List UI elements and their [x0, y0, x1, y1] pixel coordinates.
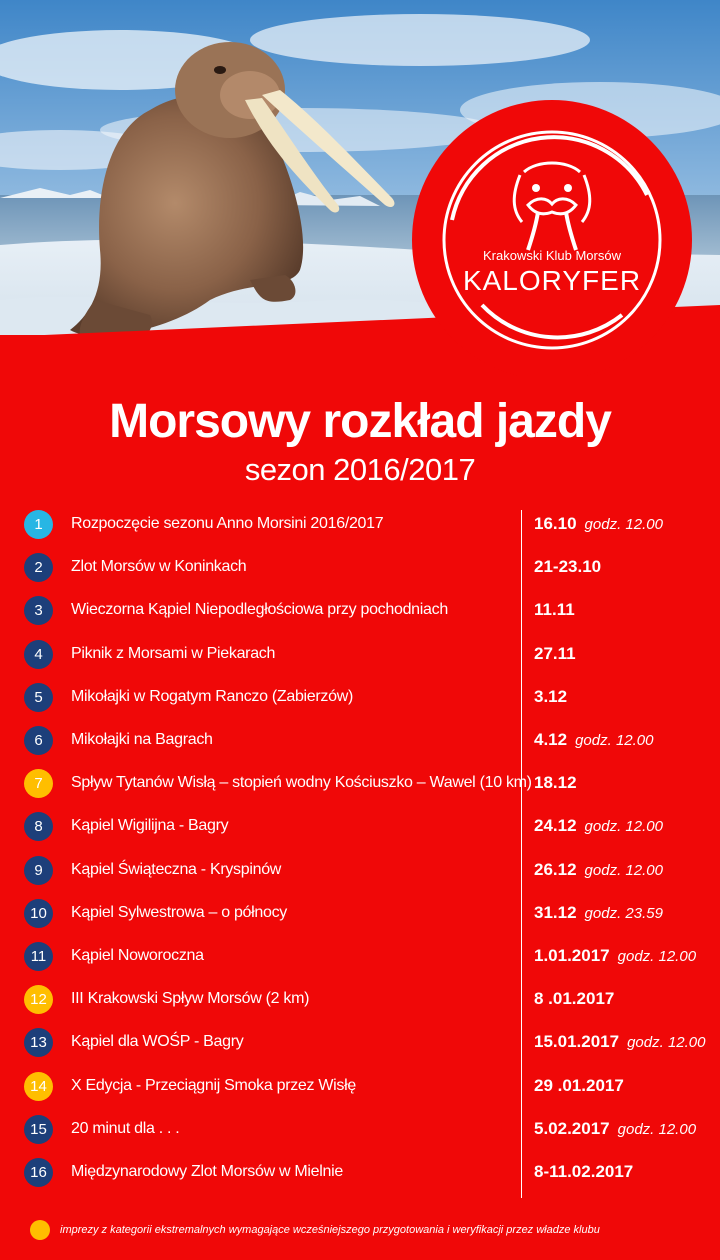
event-row [0, 545, 720, 588]
event-date: 8-11.02.2017 [534, 1162, 634, 1181]
event-time: godz. 23.59 [584, 904, 663, 922]
event-date: 24.12 [534, 816, 577, 836]
event-date: 1.01.2017 [534, 946, 610, 965]
footnote-text: imprezy z kategorii ekstremalnych wymagające wcześniejszego przygotowania i weryfikacji przez władze klubu [60, 1224, 600, 1236]
event-date-cell [534, 977, 614, 1021]
event-date: 27.11 [534, 643, 576, 663]
event-date: 31.12 [534, 902, 577, 922]
event-row [0, 804, 720, 847]
page-title: Morsowy rozkład jazdy [109, 395, 611, 448]
event-row [0, 1107, 720, 1150]
event-time: godz. 12.00 [627, 1034, 706, 1052]
event-name: Kąpiel Noworoczna [71, 947, 204, 964]
event-date-cell [534, 1150, 633, 1194]
event-date-cell [534, 1064, 624, 1108]
event-date: 26.12 [534, 859, 577, 879]
event-name: Spływ Tytanów Wisłą – stopień wodny Kościuszko – Wawel (10 km) [71, 774, 532, 792]
event-name: Mikołajki na Bagrach [71, 731, 213, 748]
event-time: godz. 12.00 [617, 948, 697, 965]
event-row [0, 502, 720, 545]
event-number-badge: 3 [24, 596, 53, 625]
legend-footnote [30, 1215, 710, 1245]
event-name: Wieczorna Kąpiel Niepodległościowa przy pochodniach [71, 601, 448, 619]
event-row [0, 632, 720, 675]
event-date-cell [534, 1107, 696, 1151]
event-date-cell [534, 804, 663, 848]
event-name: Kąpiel Świąteczna - Kryspinów [71, 860, 282, 878]
event-number-badge: 1 [24, 510, 53, 539]
event-date: 3.12 [534, 686, 568, 706]
event-row [0, 977, 720, 1020]
event-name: Mikołajki w Rogatym Ranczo (Zabierzów) [71, 687, 354, 705]
event-date: 8 .01.2017 [534, 989, 615, 1009]
logo-brand: KALORYFER [462, 265, 642, 296]
event-date-cell [534, 718, 654, 762]
event-number-badge: 6 [24, 726, 53, 755]
event-name: III Krakowski Spływ Morsów (2 km) [71, 990, 310, 1008]
event-name: X Edycja - Przeciągnij Smoka przez Wisłę [71, 1076, 356, 1094]
event-number-badge: 12 [24, 985, 53, 1014]
page-subtitle: sezon 2016/2017 [244, 452, 476, 487]
event-number-badge: 11 [24, 942, 53, 971]
event-time: godz. 12.00 [584, 516, 663, 533]
event-number-badge: 9 [24, 856, 53, 885]
event-name: Kąpiel Wigilijna - Bagry [71, 817, 229, 835]
event-date-cell [534, 675, 567, 719]
event-row [0, 675, 720, 718]
event-date-cell [534, 934, 696, 978]
event-number-badge: 10 [24, 899, 53, 928]
event-row [0, 891, 720, 934]
event-number-badge: 14 [24, 1072, 53, 1101]
event-name: Kąpiel dla WOŚP - Bagry [71, 1033, 244, 1051]
event-date-cell [534, 632, 576, 676]
event-date: 4.12 [534, 730, 568, 749]
event-row [0, 1020, 720, 1063]
event-time: godz. 12.00 [617, 1120, 697, 1138]
event-number-badge: 7 [24, 769, 53, 798]
event-number-badge: 5 [24, 683, 53, 712]
event-date-cell [534, 588, 575, 632]
event-date-cell [534, 1020, 706, 1064]
event-date: 15.01.2017 [534, 1032, 620, 1052]
event-number-badge: 4 [24, 640, 53, 669]
club-logo [412, 100, 692, 380]
event-number-badge: 15 [24, 1115, 53, 1144]
event-name: Rozpoczęcie sezonu Anno Morsini 2016/2017 [71, 515, 384, 532]
logo-club-name: Krakowski Klub Morsów [483, 248, 621, 263]
event-time: godz. 12.00 [584, 818, 663, 836]
event-row [0, 761, 720, 804]
event-date: 16.10 [534, 514, 577, 533]
event-number-badge: 8 [24, 812, 53, 841]
event-row [0, 934, 720, 977]
event-row [0, 1064, 720, 1107]
event-name: Kąpiel Sylwestrowa – o północy [71, 903, 288, 921]
event-date-cell [534, 545, 601, 589]
event-name: Piknik z Morsami w Piekarach [71, 644, 276, 662]
event-date-cell [534, 502, 663, 546]
event-time: godz. 12.00 [584, 861, 663, 879]
event-number-badge: 16 [24, 1158, 53, 1187]
event-name: Zlot Morsów w Koninkach [71, 558, 247, 576]
event-name: Międzynarodowy Zlot Morsów w Mielnie [71, 1163, 343, 1180]
event-date: 5.02.2017 [534, 1118, 610, 1138]
event-date: 29 .01.2017 [534, 1075, 624, 1095]
event-date: 21-23.10 [534, 557, 602, 577]
event-name: 20 minut dla . . . [71, 1119, 180, 1137]
event-row [0, 588, 720, 631]
event-date: 11.11 [534, 600, 575, 620]
event-number-badge: 2 [24, 553, 53, 582]
event-date-cell [534, 761, 577, 805]
event-row [0, 1150, 720, 1193]
event-number-badge: 13 [24, 1028, 53, 1057]
event-row [0, 848, 720, 891]
event-date-cell [534, 848, 663, 892]
event-date: 18.12 [534, 773, 577, 793]
event-row [0, 718, 720, 761]
extreme-event-dot-icon [30, 1220, 50, 1240]
event-time: godz. 12.00 [575, 732, 654, 749]
event-date-cell [534, 891, 663, 935]
